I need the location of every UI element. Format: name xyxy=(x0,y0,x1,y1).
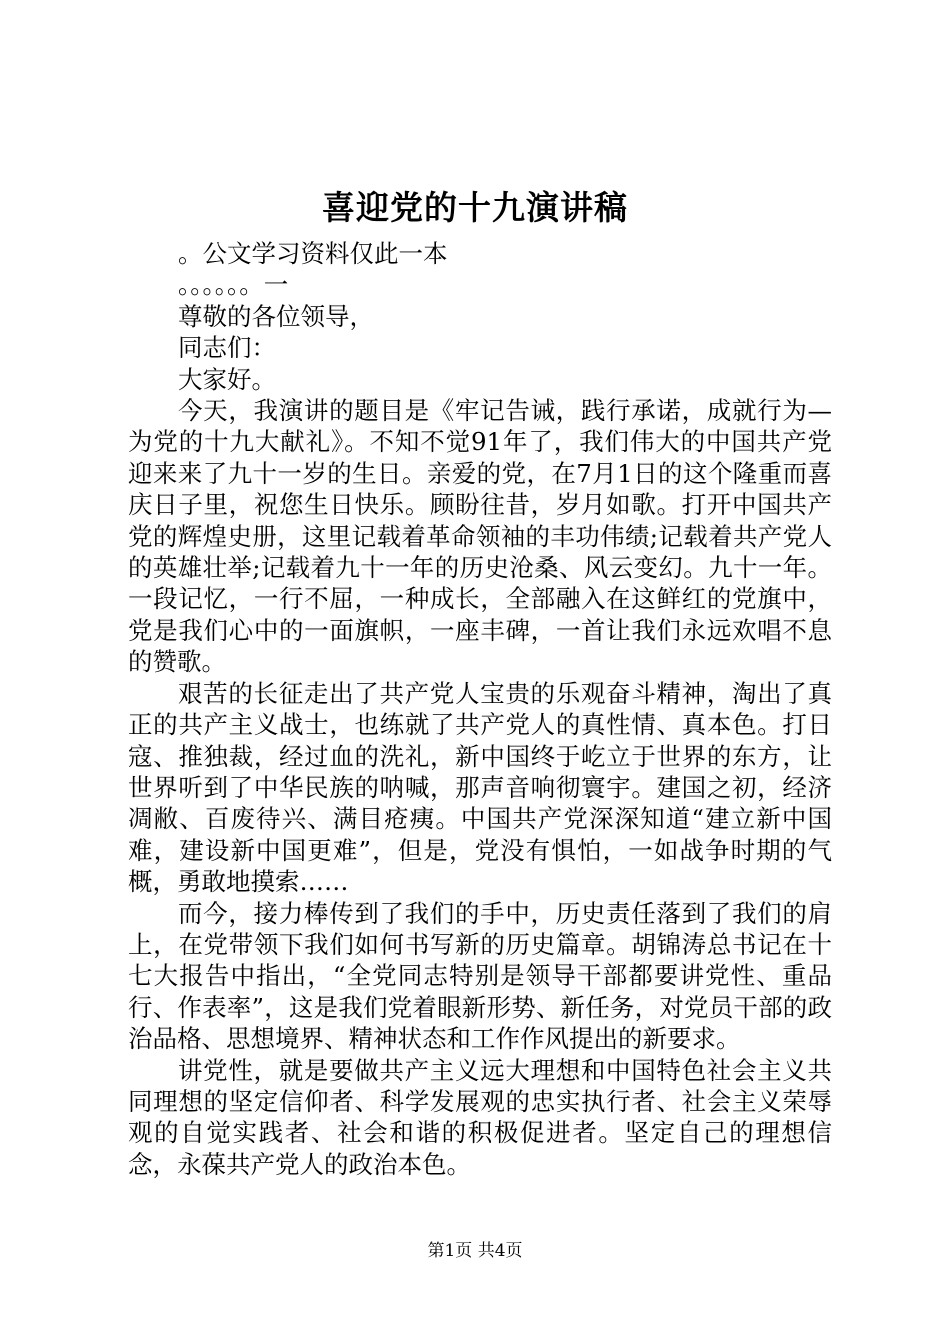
salutation-comrades: 同志们： xyxy=(178,333,276,363)
document-title: 喜迎党的十九演讲稿 xyxy=(322,188,628,227)
greeting: 大家好。 xyxy=(178,364,276,394)
paragraph-long-march: 艰苦的长征走出了共产党人宝贵的乐观奋斗精神，淘出了真正的共产主义战士，也练就了共产党人的真性情、真本色。打日寇、推独裁，经过血的洗礼，新中国终于屹立于世界的东方，让世界听到了中华民族的呐喊，那声音响彻寰宇。建国之初，经济凋敝、百废待兴、满目疮痍。中国共产党深深知道“建立新中国难，建设新中国更难”，但是，党没有惧怕，一如战争时期的气概，勇敢地摸索…… xyxy=(128,678,832,897)
header-line-dots: 。。。。。。一 xyxy=(178,270,289,300)
page-footer: 第1页 共4页 xyxy=(427,1241,523,1261)
header-line-notice: 。公文学习资料仅此一本 xyxy=(178,239,448,268)
paragraph-party-spirit: 讲党性，就是要做共产主义远大理想和中国特色社会主义共同理想的坚定信仰者、科学发展观的忠实执行者、社会主义荣辱观的自觉实践者、社会和谐的积极促进者。坚定自己的理想信念，永葆共产党人的政治本色。 xyxy=(128,1055,832,1179)
paragraph-intro: 今天，我演讲的题目是《牢记告诫，践行承诺，成就行为—为党的十九大献礼》。不知不觉91年了，我们伟大的中国共产党迎来来了九十一岁的生日。亲爱的党，在7月1日的这个隆重而喜庆日子里，祝您生日快乐。顾盼往昔，岁月如歌。打开中国共产党的辉煌史册，这里记载着革命领袖的丰功伟绩;记载着共产党人的英雄壮举;记载着九十一年的历史沧桑、风云变幻。九十一年。一段记忆，一行不屈，一种成长，全部融入在这鲜红的党旗中，党是我们心中的一面旗帜，一座丰碑，一首让我们永远欢唱不息的赞歌。 xyxy=(128,396,832,677)
salutation-leaders: 尊敬的各位领导， xyxy=(178,301,374,331)
paragraph-relay: 而今，接力棒传到了我们的手中，历史责任落到了我们的肩上，在党带领下我们如何书写新的历史篇章。胡锦涛总书记在十七大报告中指出，“全党同志特别是领导干部都要讲党性、重品行、作表率”，这是我们党着眼新形势、新任务，对党员干部的政治品格、思想境界、精神状态和工作作风提出的新要求。 xyxy=(128,898,832,1054)
document-body xyxy=(128,238,832,1180)
